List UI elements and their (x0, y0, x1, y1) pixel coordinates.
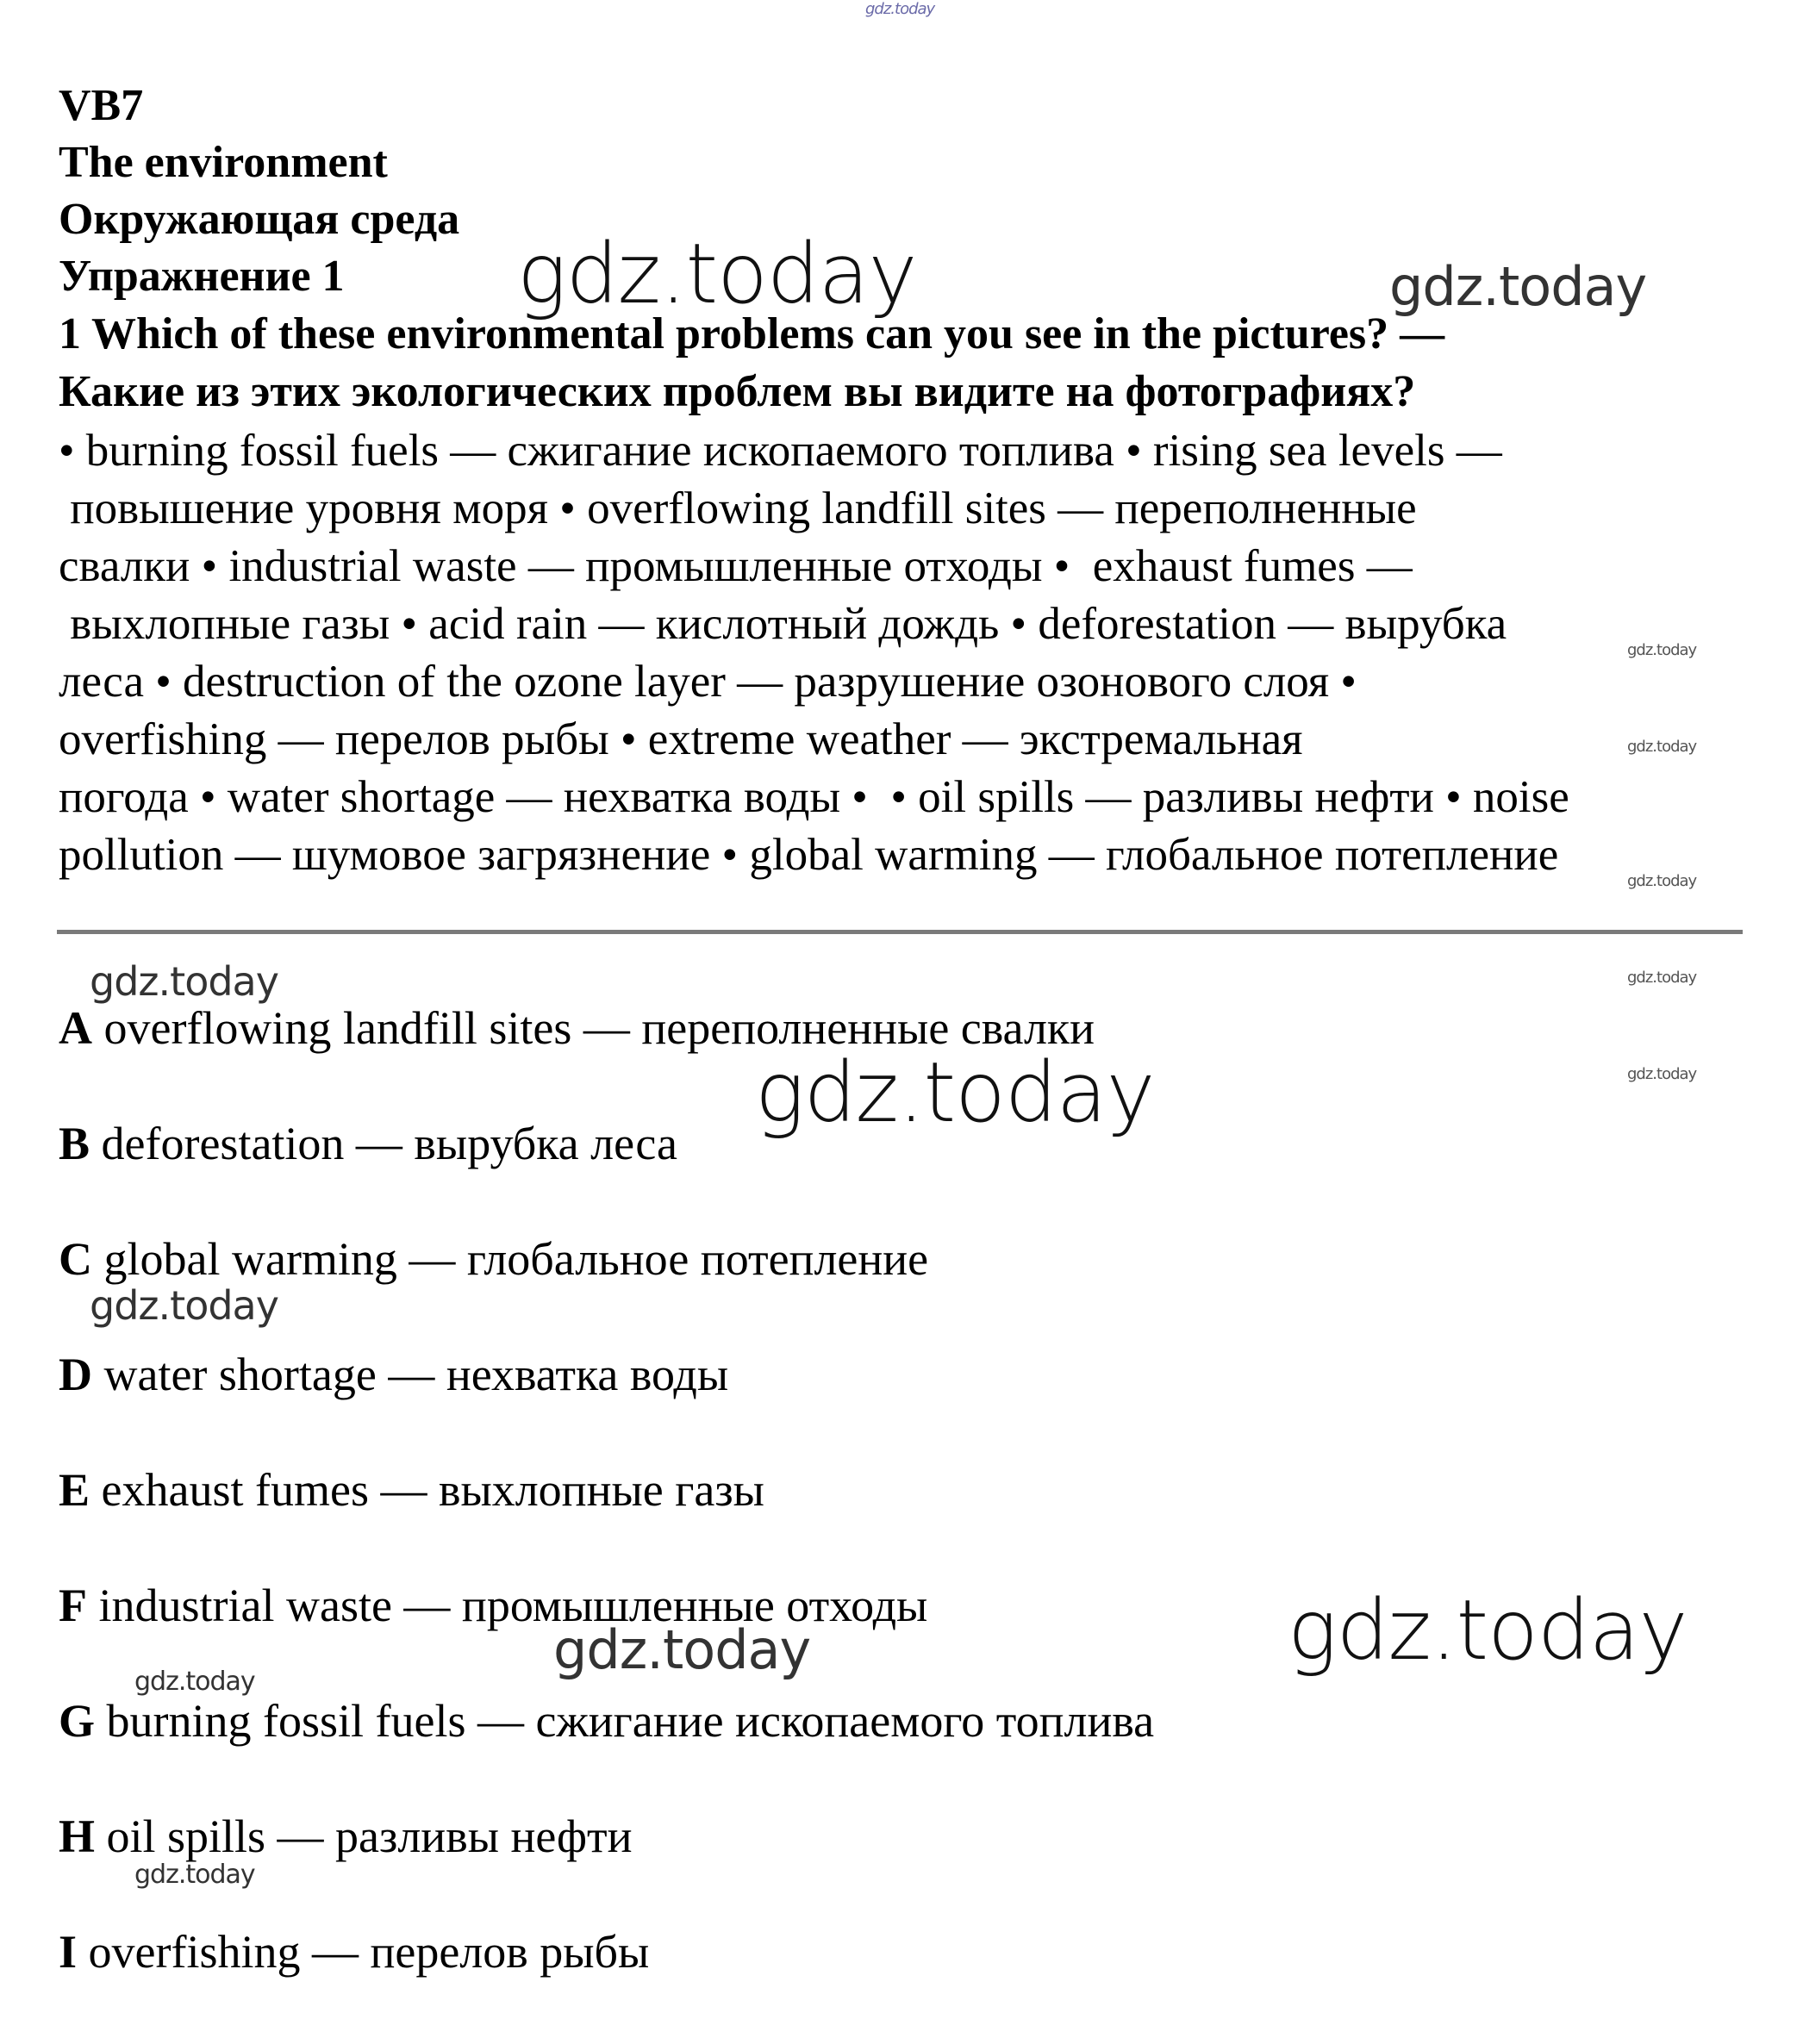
answer-text: oil spills — разливы нефти (95, 1810, 633, 1862)
answer-letter: G (59, 1695, 96, 1747)
answer-d (59, 1346, 728, 1403)
vocabulary-line: • burning fossil fuels — сжигание ископаемого топлива • rising sea levels — (59, 426, 1502, 476)
answer-text: exhaust fumes — выхлопные газы (90, 1464, 764, 1516)
vocabulary-line: погода • water shortage — нехватка воды • • oil spills — разливы нефти • noise (59, 772, 1569, 822)
answer-letter: F (59, 1580, 87, 1631)
answer-text: industrial waste — промышленные отходы (87, 1580, 928, 1631)
answer-c (59, 1231, 928, 1287)
vocabulary-line: свалки • industrial waste — промышленные отходы • exhaust fumes — (59, 541, 1413, 591)
answer-e (59, 1461, 764, 1518)
answer-text: global warming — глобальное потепление (92, 1233, 929, 1285)
watermark: gdz.today (1627, 1065, 1697, 1083)
question-russian: Какие из этих экологических проблем вы видите на фотографиях? (59, 367, 1416, 416)
watermark: gdz.today (865, 0, 935, 18)
vocabulary-line: выхлопные газы • acid rain — кислотный дождь • deforestation — вырубка (59, 599, 1507, 649)
watermark: gdz.today (755, 1044, 1155, 1141)
watermark: gdz.today (553, 1618, 811, 1681)
title-english: The environment (59, 138, 388, 187)
answer-i (59, 1923, 649, 1980)
watermark: gdz.today (1627, 641, 1697, 659)
answer-g (59, 1692, 1154, 1749)
answer-text: burning fossil fuels — сжигание ископаемого топлива (95, 1695, 1155, 1747)
question-english: 1 Which of these environmental problems can you see in the pictures? — (59, 309, 1445, 358)
watermark: gdz.today (90, 958, 278, 1005)
watermark: gdz.today (1389, 255, 1647, 318)
answer-letter: H (59, 1810, 96, 1862)
document-code: VB7 (59, 81, 144, 130)
vocabulary-list (59, 422, 1765, 884)
watermark: gdz.today (1627, 738, 1697, 756)
section-divider (57, 930, 1743, 934)
answer-b (59, 1115, 677, 1172)
watermark: gdz.today (134, 1667, 255, 1697)
exercise-label: Упражнение 1 (59, 252, 345, 301)
watermark: gdz.today (90, 1282, 278, 1329)
answer-letter: E (59, 1464, 90, 1516)
vocabulary-line: леса • destruction of the ozone layer — разрушение озонового слоя • (59, 657, 1357, 707)
answer-letter: D (59, 1349, 92, 1400)
answer-text: water shortage — нехватка воды (92, 1349, 729, 1400)
answer-letter: C (59, 1233, 92, 1285)
answer-letter: I (59, 1926, 78, 1978)
watermark: gdz.today (1627, 872, 1697, 890)
answer-h (59, 1808, 633, 1865)
answer-letter: A (59, 1002, 92, 1054)
answer-letter: B (59, 1118, 90, 1169)
vocabulary-line: overfishing — перелов рыбы • extreme weather — экстремальная (59, 714, 1303, 764)
answer-text: overflowing landfill sites — переполненные свалки (92, 1002, 1095, 1054)
vocabulary-line: повышение уровня моря • overflowing landfill sites — переполненные (59, 483, 1417, 533)
watermark: gdz.today (1627, 969, 1697, 987)
watermark: gdz.today (134, 1860, 255, 1890)
watermark: gdz.today (517, 226, 917, 322)
answer-text: overfishing — перелов рыбы (77, 1926, 650, 1978)
vocabulary-line: pollution — шумовое загрязнение • global warming — глобальное потепление (59, 830, 1559, 880)
watermark: gdz.today (1288, 1582, 1688, 1679)
answer-text: deforestation — вырубка леса (90, 1118, 677, 1169)
title-russian: Окружающая среда (59, 195, 460, 244)
